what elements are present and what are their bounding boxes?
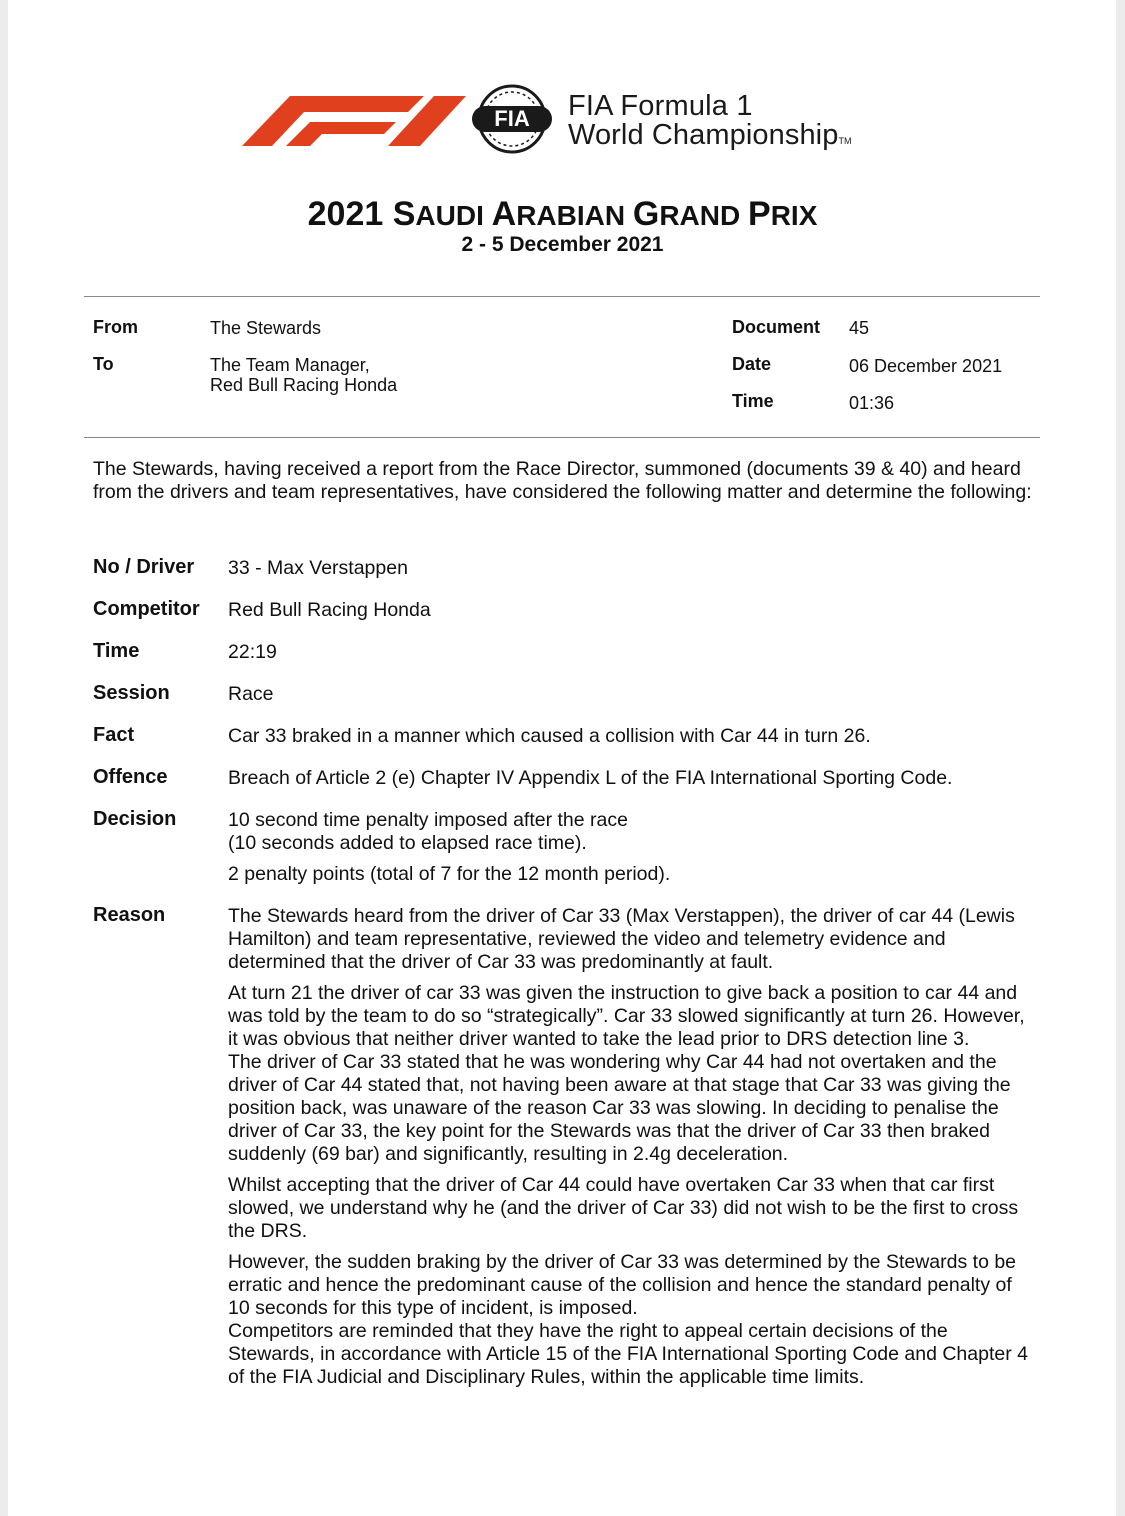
reason-paragraph-3: The driver of Car 33 stated that he was wondering why Car 44 had not overtaken and the driver of Car 44 stated that, not having been aware at that stage that Car 33 was giving the position back, was unaware of the reason Car 33 was slowing. In deciding to penalise the driver of Car 33, the key point for the Stewards was that the driver of Car 33 then braked suddenly (69 bar) and significantly, resulting in 2.4g deceleration. [228, 1051, 1011, 1165]
reason-paragraph-1: The Stewards heard from the driver of Car 33 (Max Verstappen), the driver of car 44 (Lewis Hamilton) and team representative, reviewed the video and telemetry evidence and determined that the driver of Car 33 was predominantly at fault. [228, 905, 1015, 973]
to-value [210, 355, 397, 395]
offence-label: Offence [93, 766, 168, 788]
decision-line-1: 10 second time penalty imposed after the race [228, 809, 628, 831]
document-value: 45 [849, 318, 870, 338]
session-label: Session [93, 682, 170, 704]
brand-line-2-text: World Championship [568, 119, 839, 151]
to-label: To [93, 354, 114, 374]
decision-value [228, 809, 1048, 886]
decision-line-3: 2 penalty points (total of 7 for the 12 month period). [228, 863, 671, 885]
brand-line-1: FIA Formula 1 [568, 90, 753, 122]
trademark: TM [838, 136, 852, 146]
document-label: Document [732, 317, 821, 337]
event-year: 2021 [307, 195, 384, 233]
from-value: The Stewards [210, 318, 322, 338]
svg-text:FIA: FIA [494, 106, 530, 131]
to-value-line-1: The Team Manager, [210, 355, 370, 375]
divider-bottom [84, 437, 1040, 438]
fact-label: Fact [93, 724, 135, 746]
session-value: Race [228, 683, 274, 705]
reason-value [228, 905, 1028, 1389]
driver-value: 33 - Max Verstappen [228, 557, 408, 579]
decision-label: Decision [93, 808, 177, 830]
competitor-value: Red Bull Racing Honda [228, 599, 431, 621]
divider-top [84, 296, 1040, 297]
fia-badge-icon [466, 84, 558, 154]
competitor-label: Competitor [93, 598, 200, 620]
incident-time-value: 22:19 [228, 641, 277, 663]
to-value-line-2: Red Bull Racing Honda [210, 375, 398, 395]
reason-label: Reason [93, 904, 166, 926]
from-label: From [93, 317, 138, 337]
time-label: Time [732, 391, 774, 411]
driver-label: No / Driver [93, 556, 195, 578]
incident-time-label: Time [93, 640, 140, 662]
reason-paragraph-4: Whilst accepting that the driver of Car 44 could have overtaken Car 33 when that car first slowed, we understand why he (and the driver of Car 33) did not wish to be the first to cross the DRS. [228, 1174, 1019, 1242]
page-title [0, 194, 1125, 236]
fact-value: Car 33 braked in a manner which caused a collision with Car 44 in turn 26. [228, 725, 871, 747]
f1-logo-icon [238, 88, 468, 150]
date-label: Date [732, 354, 772, 374]
offence-value: Breach of Article 2 (e) Chapter IV Appendix L of the FIA International Sporting Code. [228, 767, 953, 789]
reason-paragraph-5: However, the sudden braking by the driver of Car 33 was determined by the Stewards to be erratic and hence the predominant cause of the collision and hence the standard penalty of 10 seconds for this type of incident, is imposed. [228, 1251, 1017, 1319]
intro-paragraph: The Stewards, having received a report from the Race Director, summoned (documents 39 & 40) and heard from the drivers and team representatives, have considered the following matter and determine the following: [93, 458, 1032, 503]
reason-paragraph-2: At turn 21 the driver of car 33 was given the instruction to give back a position to car 44 and was told by the team to do so “strategically”. Car 33 slowed significantly at turn 26. However, it was obvious that neither driver wanted to take the lead prior to DRS detection line 3. [228, 982, 1025, 1050]
event-name: SAUDI ARABIAN GRAND PRIX [392, 195, 818, 233]
reason-paragraph-6: Competitors are reminded that they have the right to appeal certain decisions of the Stewards, in accordance with Article 15 of the FIA International Sporting Code and Chapter 4 of the FIA Judicial and Disciplinary Rules, within the applicable time limits. [228, 1320, 1028, 1388]
time-value: 01:36 [849, 393, 895, 413]
header-logo [238, 84, 908, 154]
event-dates: 2 - 5 December 2021 [461, 233, 664, 256]
date-value: 06 December 2021 [849, 356, 1003, 376]
decision-line-2: (10 seconds added to elapsed race time). [228, 832, 587, 854]
brand-line-2 [568, 121, 851, 156]
